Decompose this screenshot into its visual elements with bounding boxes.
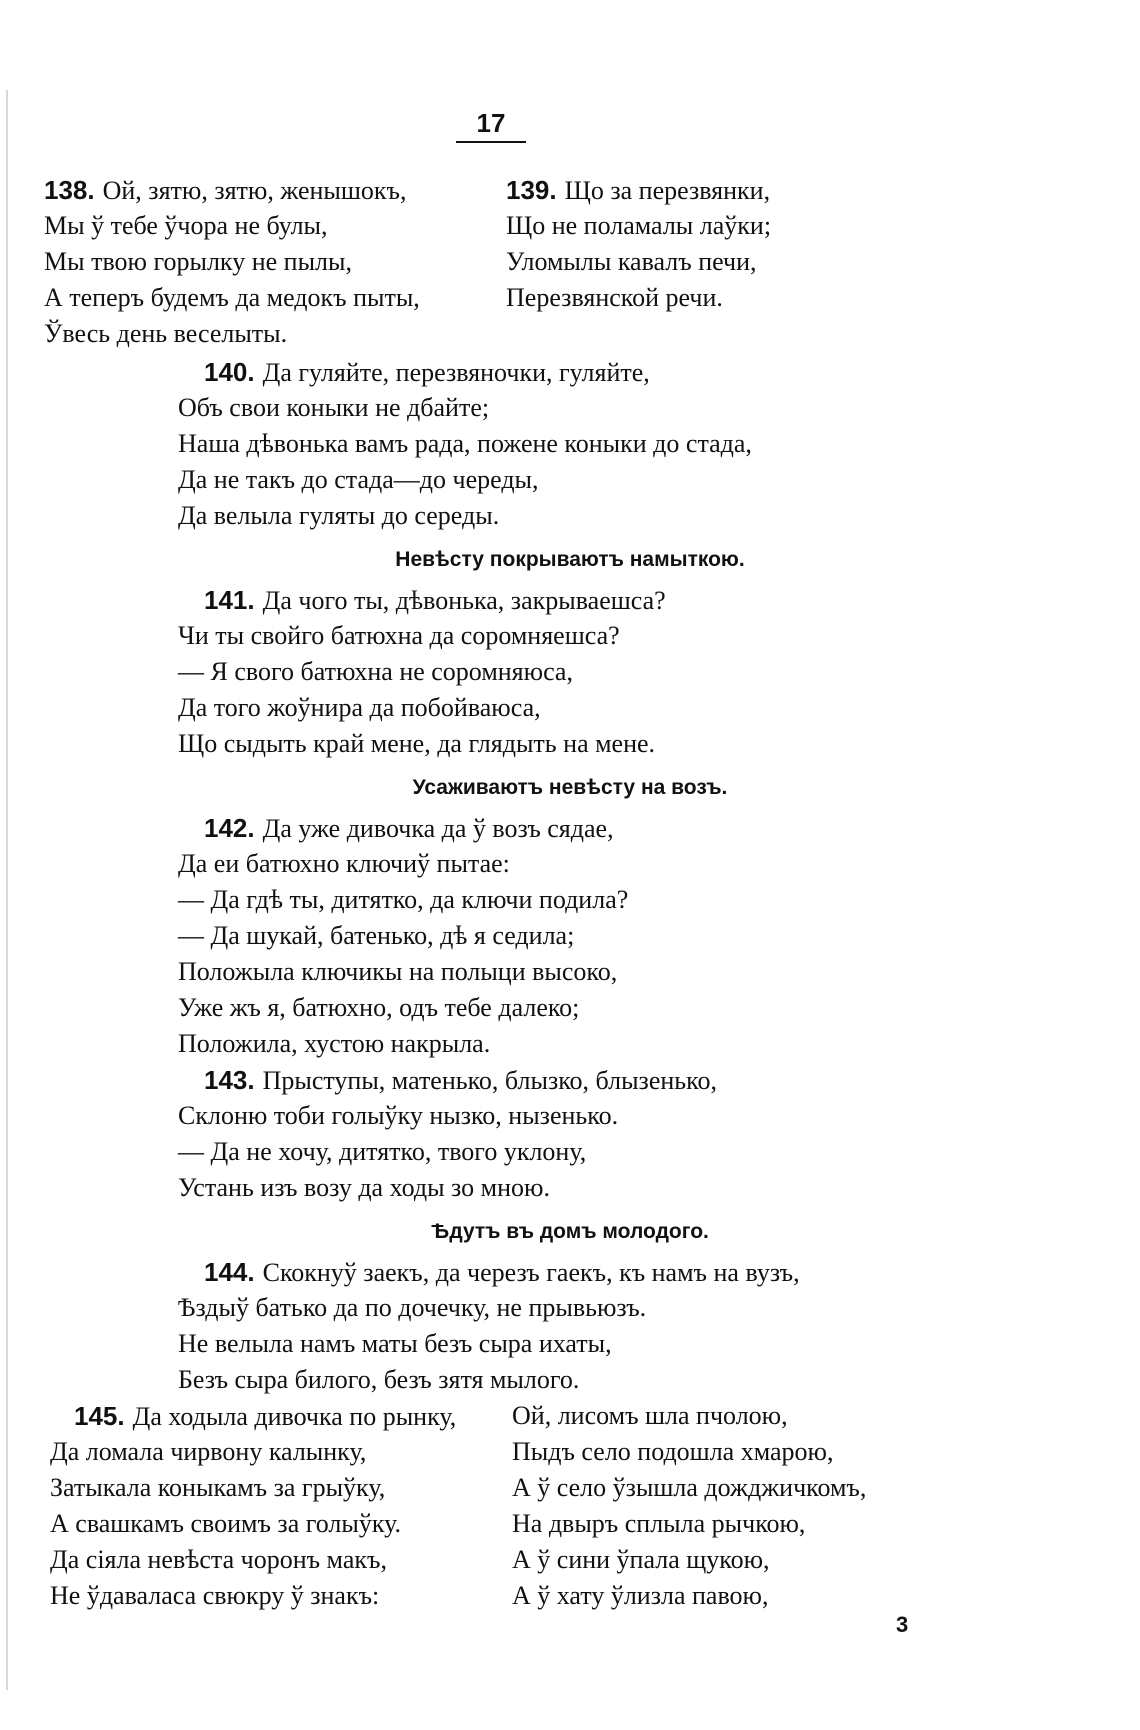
verse-line: Объ свои коныки не дбайте; xyxy=(178,393,490,422)
signature-mark: 3 xyxy=(896,1612,909,1637)
song-number: 145. xyxy=(74,1401,125,1431)
verse-line: — Да шукай, батенько, дѣ я седила; xyxy=(178,921,575,950)
verse-line: 143. Прыступы, матенько, блызко, блызенько, xyxy=(204,1065,717,1095)
verse-line: Уже жъ я, батюхно, одъ тебе далеко; xyxy=(178,993,580,1022)
verse-line: Да не такъ до стада—до череды, xyxy=(178,465,539,494)
verse-line: 138. Ой, зятю, зятю, женышокъ, xyxy=(44,175,407,205)
verse-line: 139. Що за перезвянки, xyxy=(506,175,771,205)
verse-line: Положила, хустою накрыла. xyxy=(178,1029,491,1058)
section-heading: Ѣдутъ въ домъ молодого. xyxy=(431,1220,709,1243)
verse-line: А теперъ будемъ да медокъ пыты, xyxy=(44,283,420,312)
verse-line: Що не поламалы лаўки; xyxy=(506,211,772,240)
verse-line: — Да гдѣ ты, дитятко, да ключи подила? xyxy=(178,885,629,914)
song-141 xyxy=(178,582,666,762)
song-number: 143. xyxy=(204,1065,255,1095)
verse-line: Безъ сыра билого, безъ зятя мылого. xyxy=(178,1365,580,1394)
verse-line: 144. Скокнуў заекъ, да черезъ гаекъ, къ намъ на вузъ, xyxy=(204,1257,800,1287)
verse-line: Що сыдыть край мене, да глядыть на мене. xyxy=(178,729,656,758)
verse-line: Ой, лисомъ шла пчолою, xyxy=(512,1401,788,1430)
song-145-right xyxy=(512,1398,866,1614)
verse-line: А ў хату ўлизла павою, xyxy=(512,1581,769,1610)
section-heading: Усаживаютъ невѣсту на возъ. xyxy=(412,776,728,799)
verse-line: Склоню тоби голыўку нызко, нызенько. xyxy=(178,1101,619,1130)
song-number: 142. xyxy=(204,813,255,843)
song-144 xyxy=(178,1254,800,1398)
verse-line: Пыдъ село подошла хмарою, xyxy=(512,1437,834,1466)
song-number: 139. xyxy=(506,175,557,205)
verse-line: Ѣздыў батько да по дочечку, не прывьюзъ. xyxy=(178,1293,647,1322)
verse-line: А ў сини ўпала щукою, xyxy=(512,1545,770,1574)
verse-line: Да еи батюхно ключиў пытае: xyxy=(178,849,510,878)
scan-edge xyxy=(6,90,8,1690)
verse-line: 141. Да чого ты, дѣвонька, закрываешса? xyxy=(204,585,666,615)
section-heading: Невѣсту покрываютъ намыткою. xyxy=(395,548,745,571)
song-number: 141. xyxy=(204,585,255,615)
verse-line: Мы твою горылку не пылы, xyxy=(44,247,352,276)
verse-line: — Да не хочу, дитятко, твого уклону, xyxy=(178,1137,587,1166)
verse-line: Да ломала чирвону калынку, xyxy=(50,1437,367,1466)
page-number: 17 xyxy=(456,108,526,143)
song-142 xyxy=(178,810,628,1062)
verse-line: Положыла ключикы на полыци высоко, xyxy=(178,957,618,986)
song-145-left xyxy=(50,1398,456,1614)
verse-line: 142. Да уже дивочка да ў возъ сядае, xyxy=(204,813,614,843)
verse-line: Затыкала коныкамъ за грыўку, xyxy=(50,1473,386,1502)
song-138 xyxy=(44,172,420,352)
verse-line: Уломылы кавалъ печи, xyxy=(506,247,757,276)
verse-line: Да велыла гуляты до середы. xyxy=(178,501,500,530)
verse-line: Мы ў тебе ўчора не булы, xyxy=(44,211,328,240)
song-143 xyxy=(178,1062,717,1206)
verse-line: Не велыла намъ маты безъ сыра ихаты, xyxy=(178,1329,612,1358)
song-number: 140. xyxy=(204,357,255,387)
song-139 xyxy=(506,172,771,316)
verse-line: На двыръ сплыла рычкою, xyxy=(512,1509,806,1538)
verse-line: А ў село ўзышла дожджичкомъ, xyxy=(512,1473,867,1502)
verse-line: Перезвянской речи. xyxy=(506,283,723,312)
verse-line: Да того жоўнира да побойваюса, xyxy=(178,693,541,722)
song-number: 138. xyxy=(44,175,95,205)
song-140 xyxy=(178,354,752,534)
verse-line: — Я свого батюхна не соромняюса, xyxy=(178,657,573,686)
verse-line: Устань изъ возу да ходы зо мною. xyxy=(178,1173,550,1202)
verse-line: 140. Да гуляйте, перезвяночки, гуляйте, xyxy=(204,357,650,387)
verse-line: Чи ты свойго батюхна да соромняешса? xyxy=(178,621,620,650)
verse-line: Наша дѣвонька вамъ рада, пожене коныки до стада, xyxy=(178,429,752,458)
song-number: 144. xyxy=(204,1257,255,1287)
verse-line: Не ўдаваласа свюкру ў знакъ: xyxy=(50,1581,380,1610)
verse-line: Да сіяла невѣста чоронъ макъ, xyxy=(50,1545,387,1574)
verse-line: 145. Да ходыла дивочка по рынку, xyxy=(74,1401,457,1431)
verse-line: Ўвесь день веселыты. xyxy=(44,319,288,348)
verse-line: А свашкамъ своимъ за голыўку. xyxy=(50,1509,402,1538)
